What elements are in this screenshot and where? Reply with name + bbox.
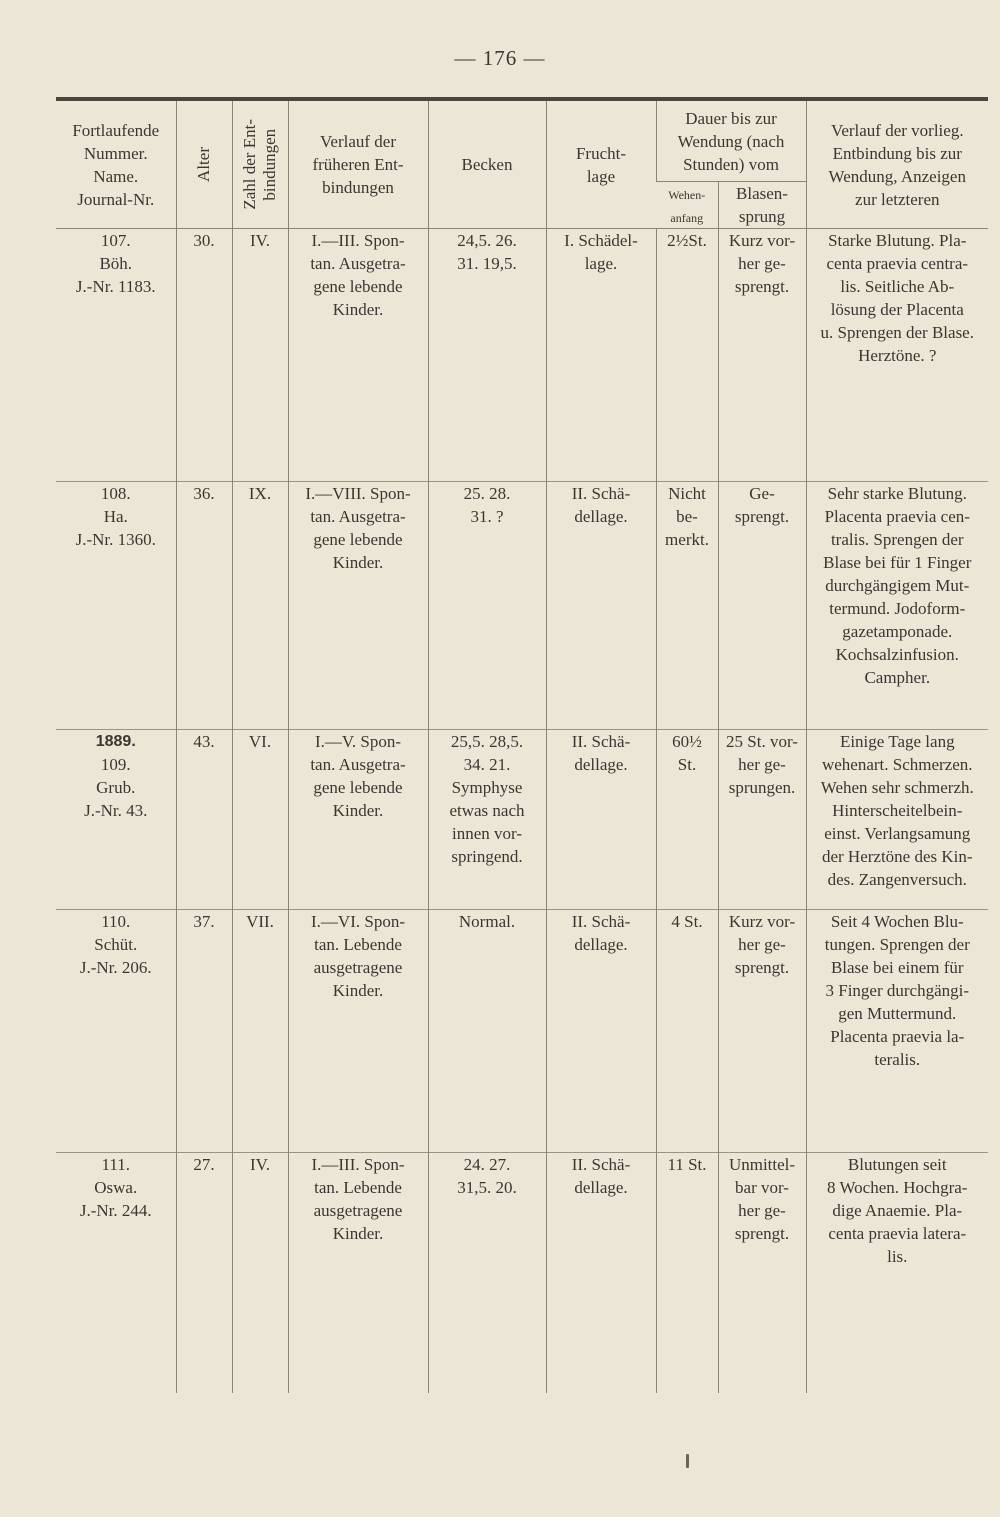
cell-anzeigen: Sehr starke Blutung. Placenta praevia cen- tralis. Sprengen der Blase bei für 1 Finger durchgängigem Mut- termund. Jodoform- gazetamponade. Kochsalzinfusion. Campher. <box>806 482 988 730</box>
cell-anzeigen: Blutungen seit 8 Wochen. Hochgra- dige Anaemie. Pla- centa praevia latera- lis. <box>806 1153 988 1393</box>
cell-anzeigen: Seit 4 Wochen Blu- tungen. Sprengen der Blase bei einem für 3 Finger durchgängi- gen Muttermund. Placenta praevia la- teralis. <box>806 910 988 1153</box>
table-row <box>56 229 988 482</box>
cell-nummer: 110. Schüt. J.-Nr. 206. <box>56 910 176 1153</box>
cell-alter: 43. <box>176 730 232 910</box>
cell-anzeigen: Einige Tage lang wehenart. Schmerzen. Wehen sehr schmerzh. Hinterscheitelbein- einst. Verlangsamung der Herztöne des Kin- des. Zangenversuch. <box>806 730 988 910</box>
header-verlauf: Verlauf der früheren Ent- bindungen <box>288 101 428 229</box>
cell-alter: 27. <box>176 1153 232 1393</box>
cell-nummer: 108. Ha. J.-Nr. 1360. <box>56 482 176 730</box>
cell-wehenanfang: 4 St. <box>656 910 718 1153</box>
cell-alter: 36. <box>176 482 232 730</box>
table-row <box>56 482 988 730</box>
cell-becken: 24,5. 26. 31. 19,5. <box>428 229 546 482</box>
cell-fruchtlage: II. Schä- dellage. <box>546 1153 656 1393</box>
cell-fruchtlage: I. Schädel- lage. <box>546 229 656 482</box>
cell-verlauf: I.—VI. Spon- tan. Lebende ausgetragene Kinder. <box>288 910 428 1153</box>
case-table <box>56 101 988 1393</box>
cell-blasensprung: Kurz vor- her ge- sprengt. <box>718 910 806 1153</box>
header-dauer: Dauer bis zur Wendung (nach Stunden) vom <box>656 101 806 182</box>
cell-becken: 24. 27. 31,5. 20. <box>428 1153 546 1393</box>
cell-wehenanfang: 11 St. <box>656 1153 718 1393</box>
header-zahl: Zahl der Ent- bindungen <box>232 101 288 229</box>
cell-verlauf: I.—VIII. Spon- tan. Ausgetra- gene lebende Kinder. <box>288 482 428 730</box>
cell-alter: 37. <box>176 910 232 1153</box>
table-row <box>56 910 988 1153</box>
cell-zahl: IV. <box>232 229 288 482</box>
header-anzeigen: Verlauf der vorlieg. Entbindung bis zur Wendung, Anzeigen zur letzteren <box>806 101 988 229</box>
cell-wehenanfang: 60½ St. <box>656 730 718 910</box>
cell-blasensprung: Kurz vor- her ge- sprengt. <box>718 229 806 482</box>
cell-blasensprung: Unmittel- bar vor- her ge- sprengt. <box>718 1153 806 1393</box>
cell-fruchtlage: II. Schä- dellage. <box>546 910 656 1153</box>
cell-wehenanfang: Nicht be- merkt. <box>656 482 718 730</box>
header-fruchtlage: Frucht- lage <box>546 101 656 229</box>
header-wehenanfang: Wehen- anfang <box>656 182 718 229</box>
cell-becken: 25,5. 28,5. 34. 21. Symphyse etwas nach innen vor- springend. <box>428 730 546 910</box>
header-nummer: Fortlaufende Nummer. Name. Journal-Nr. <box>56 101 176 229</box>
cell-verlauf: I.—III. Spon- tan. Lebende ausgetragene Kinder. <box>288 1153 428 1393</box>
cell-verlauf: I.—III. Spon- tan. Ausgetra- gene lebende Kinder. <box>288 229 428 482</box>
cell-zahl: VI. <box>232 730 288 910</box>
cell-anzeigen: Starke Blutung. Pla- centa praevia centra- lis. Seitliche Ab- lösung der Placenta u. Sprengen der Blase. Herztöne. ? <box>806 229 988 482</box>
cell-fruchtlage: II. Schä- dellage. <box>546 482 656 730</box>
table-row <box>56 1153 988 1393</box>
cell-becken: 25. 28. 31. ? <box>428 482 546 730</box>
cell-becken: Normal. <box>428 910 546 1153</box>
cell-zahl: VII. <box>232 910 288 1153</box>
cell-nummer: 111. Oswa. J.-Nr. 244. <box>56 1153 176 1393</box>
table-header <box>56 101 988 229</box>
cell-wehenanfang: 2½St. <box>656 229 718 482</box>
cell-zahl: IX. <box>232 482 288 730</box>
page-number: — 176 — <box>454 46 546 70</box>
year-label: 1889. <box>95 733 136 750</box>
cell-nummer: 1889. 109. Grub. J.-Nr. 43. <box>56 730 176 910</box>
cell-alter: 30. <box>176 229 232 482</box>
header-alter: Alter <box>176 101 232 229</box>
header-blasensprung: Blasen- sprung <box>718 182 806 229</box>
cell-fruchtlage: II. Schä- dellage. <box>546 730 656 910</box>
header-becken: Becken <box>428 101 546 229</box>
cell-nummer: 107. Böh. J.-Nr. 1183. <box>75 231 156 296</box>
table-row <box>56 730 988 910</box>
ink-mark <box>686 1454 689 1468</box>
cell-blasensprung: 25 St. vor- her ge- sprungen. <box>718 730 806 910</box>
cell-zahl: IV. <box>232 1153 288 1393</box>
cell-verlauf: I.—V. Spon- tan. Ausgetra- gene lebende Kinder. <box>288 730 428 910</box>
cell-blasensprung: Ge- sprengt. <box>718 482 806 730</box>
